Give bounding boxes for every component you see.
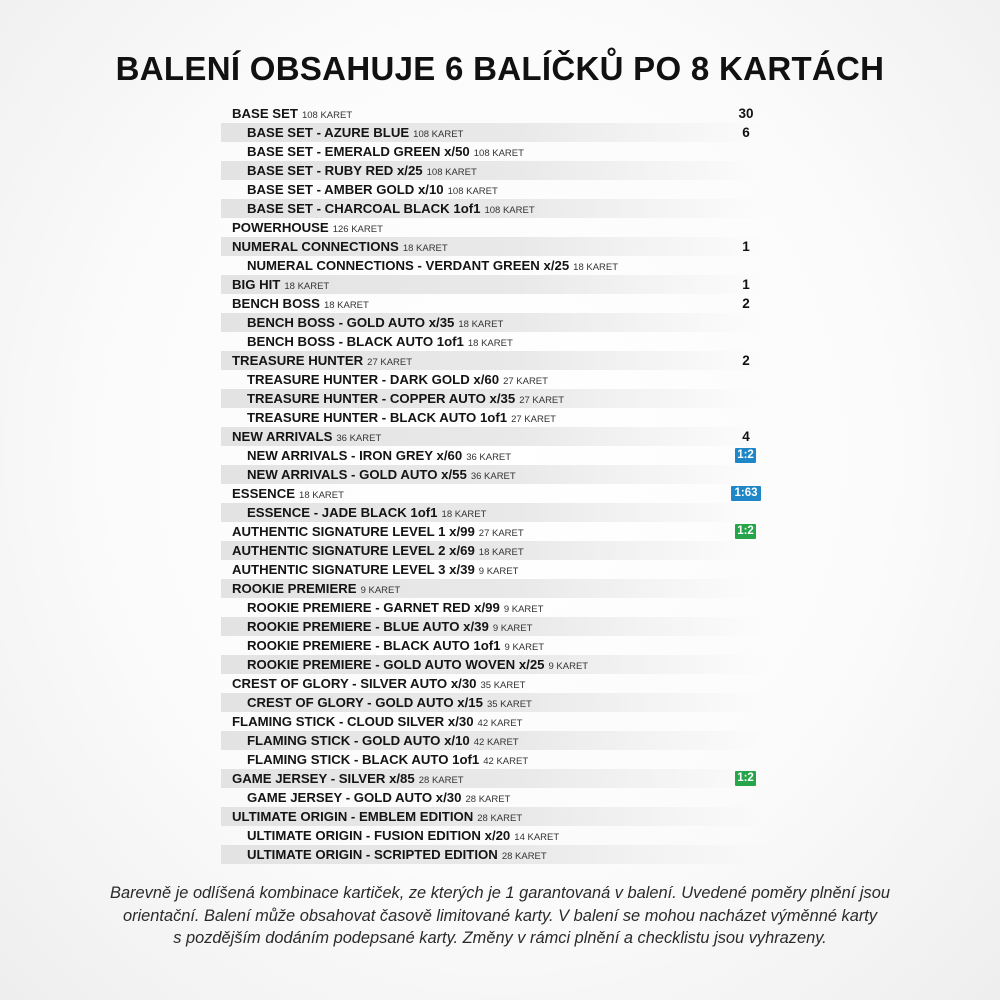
card-count: 35 KARET (486, 699, 532, 710)
table-row (221, 503, 765, 522)
card-count: 18 KARET (441, 509, 487, 520)
insert-name: NEW ARRIVALS - GOLD AUTO x/55 (247, 467, 467, 482)
card-count: 36 KARET (470, 471, 516, 482)
insert-name: FLAMING STICK - BLACK AUTO 1of1 (247, 752, 480, 767)
row-label (221, 276, 329, 293)
card-count: 9 KARET (504, 642, 545, 653)
table-row (221, 484, 765, 503)
insert-name: FLAMING STICK - CLOUD SILVER x/30 (232, 714, 474, 729)
table-row (221, 389, 765, 408)
row-label (221, 295, 369, 312)
table-row (221, 313, 765, 332)
card-count: 18 KARET (299, 490, 344, 501)
table-row (221, 199, 765, 218)
row-label (221, 124, 463, 141)
card-count: 108 KARET (413, 129, 464, 140)
insert-name: NEW ARRIVALS (232, 429, 333, 444)
cards-per-box-value: 2 (742, 353, 750, 368)
row-label (221, 846, 547, 863)
row-label (221, 105, 352, 122)
card-count: 18 KARET (402, 243, 448, 254)
row-label (221, 732, 519, 749)
insert-name: ROOKIE PREMIERE - BLUE AUTO x/39 (247, 619, 489, 634)
card-count: 27 KARET (478, 528, 524, 539)
table-row (221, 332, 765, 351)
cards-per-box-value: 30 (738, 106, 754, 121)
card-count: 28 KARET (501, 851, 547, 862)
table-row (221, 446, 765, 465)
table-row (221, 579, 765, 598)
row-label (221, 200, 535, 217)
card-count: 18 KARET (573, 262, 619, 273)
row-label (221, 580, 400, 597)
insert-name: BENCH BOSS - BLACK AUTO 1of1 (247, 334, 464, 349)
table-row (221, 522, 765, 541)
table-row (221, 655, 765, 674)
table-row (221, 712, 765, 731)
cards-per-box-value: 1 (742, 239, 750, 254)
row-label (221, 371, 548, 388)
card-count: 9 KARET (360, 585, 401, 596)
row-label (221, 352, 412, 369)
table-row (221, 218, 765, 237)
insert-name: ROOKIE PREMIERE (232, 581, 357, 596)
row-label (221, 808, 522, 825)
insert-name: ESSENCE - JADE BLACK 1of1 (247, 505, 438, 520)
insert-name: AUTHENTIC SIGNATURE LEVEL 2 x/69 (232, 543, 475, 558)
card-count: 27 KARET (519, 395, 565, 406)
table-row (221, 237, 765, 256)
card-count: 18 KARET (323, 300, 369, 311)
row-label (221, 428, 381, 445)
card-count: 18 KARET (467, 338, 513, 349)
row-label (221, 219, 383, 236)
card-count: 28 KARET (418, 775, 464, 786)
row-label (221, 770, 464, 787)
row-label (221, 257, 618, 274)
footer-line: Barevně je odlíšená kombinace kartiček, ze kterých je 1 garantovaná v balení. Uvedené poměry plnění jsou (110, 884, 890, 902)
footer-note (60, 882, 940, 950)
insert-name: BASE SET - AMBER GOLD x/10 (247, 182, 444, 197)
checklist-table (221, 104, 765, 864)
row-label (221, 599, 543, 616)
insert-name: TREASURE HUNTER - DARK GOLD x/60 (247, 372, 500, 387)
row-label (221, 656, 588, 673)
card-count: 9 KARET (478, 566, 519, 577)
insert-name: BIG HIT (232, 277, 281, 292)
table-row (221, 351, 765, 370)
card-count: 27 KARET (511, 414, 556, 425)
table-row (221, 294, 765, 313)
odds-badge: 1:63 (731, 486, 761, 501)
insert-name: BASE SET - CHARCOAL BLACK 1of1 (247, 201, 481, 216)
row-label (221, 466, 516, 483)
row-label (221, 409, 556, 426)
insert-name: BENCH BOSS - GOLD AUTO x/35 (247, 315, 455, 330)
table-row (221, 275, 765, 294)
row-label (221, 542, 524, 559)
cards-per-box-value: 6 (742, 125, 750, 140)
row-label (221, 675, 525, 692)
card-count: 18 KARET (458, 319, 504, 330)
card-count: 9 KARET (492, 623, 533, 634)
card-count: 108 KARET (301, 110, 353, 121)
table-row (221, 427, 765, 446)
card-count: 42 KARET (483, 756, 529, 767)
card-count: 108 KARET (447, 186, 498, 197)
card-count: 27 KARET (503, 376, 548, 387)
odds-badge: 1:2 (735, 524, 756, 539)
card-count: 42 KARET (473, 737, 519, 748)
insert-name: POWERHOUSE (232, 220, 329, 235)
table-row (221, 370, 765, 389)
row-label (221, 485, 344, 502)
insert-name: NEW ARRIVALS - IRON GREY x/60 (247, 448, 463, 463)
row-label (221, 789, 510, 806)
insert-name: CREST OF GLORY - GOLD AUTO x/15 (247, 695, 483, 710)
table-row (221, 104, 765, 123)
card-count: 108 KARET (426, 167, 477, 178)
table-row (221, 674, 765, 693)
row-label (221, 181, 498, 198)
cards-per-box-value: 1 (742, 277, 750, 292)
table-row (221, 180, 765, 199)
row-label (221, 162, 477, 179)
table-row (221, 617, 765, 636)
row-label (221, 637, 544, 654)
cards-per-box-value: 2 (742, 296, 750, 311)
table-row (221, 123, 765, 142)
page-title: BALENÍ OBSAHUJE 6 BALÍČKŮ PO 8 KARTÁCH (115, 50, 885, 87)
card-count: 9 KARET (548, 661, 589, 672)
insert-name: FLAMING STICK - GOLD AUTO x/10 (247, 733, 470, 748)
card-count: 35 KARET (480, 680, 526, 691)
insert-name: ULTIMATE ORIGIN - SCRIPTED EDITION (247, 847, 498, 862)
table-row (221, 845, 765, 864)
insert-name: BASE SET - AZURE BLUE (247, 125, 410, 140)
insert-name: TREASURE HUNTER - COPPER AUTO x/35 (247, 391, 516, 406)
insert-name: CREST OF GLORY - SILVER AUTO x/30 (232, 676, 477, 691)
table-row (221, 408, 765, 427)
card-count: 14 KARET (514, 832, 560, 843)
row-label (221, 390, 564, 407)
footer-line: s pozdějším dodáním podepsané karty. Změny v rámci plnění a checklistu jsou vyhrazeny. (173, 929, 827, 947)
card-count: 108 KARET (484, 205, 535, 216)
cards-per-box-value: 4 (742, 429, 750, 444)
table-row (221, 693, 765, 712)
table-row (221, 636, 765, 655)
insert-name: AUTHENTIC SIGNATURE LEVEL 1 x/99 (232, 524, 475, 539)
insert-name: BENCH BOSS (232, 296, 320, 311)
footer-line: orientační. Balení může obsahovat časově limitované karty. V balení se mohou nacházet výměnné karty (122, 906, 878, 925)
insert-name: GAME JERSEY - GOLD AUTO x/30 (247, 790, 462, 805)
insert-name: TREASURE HUNTER (232, 353, 364, 368)
table-row (221, 788, 765, 807)
table-row (221, 560, 765, 579)
insert-name: ROOKIE PREMIERE - GARNET RED x/99 (247, 600, 500, 615)
table-row (221, 256, 765, 275)
row-label (221, 238, 448, 255)
card-count: 28 KARET (477, 813, 523, 824)
row-label (221, 751, 528, 768)
table-row (221, 598, 765, 617)
row-label (221, 713, 522, 730)
card-count: 27 KARET (367, 357, 413, 368)
row-label (221, 504, 486, 521)
insert-name: ULTIMATE ORIGIN - FUSION EDITION x/20 (247, 828, 511, 843)
table-row (221, 161, 765, 180)
insert-name: ULTIMATE ORIGIN - EMBLEM EDITION (232, 809, 474, 824)
insert-name: NUMERAL CONNECTIONS (232, 239, 399, 254)
row-label (221, 143, 524, 160)
row-label (221, 827, 559, 844)
card-count: 18 KARET (284, 281, 330, 292)
odds-badge: 1:2 (735, 771, 756, 786)
table-row (221, 142, 765, 161)
row-label (221, 314, 503, 331)
odds-badge: 1:2 (735, 448, 756, 463)
insert-name: TREASURE HUNTER - BLACK AUTO 1of1 (247, 410, 508, 425)
insert-name: GAME JERSEY - SILVER x/85 (232, 771, 415, 786)
table-row (221, 826, 765, 845)
card-count: 28 KARET (465, 794, 511, 805)
table-row (221, 807, 765, 826)
insert-name: ROOKIE PREMIERE - GOLD AUTO WOVEN x/25 (247, 657, 545, 672)
card-count: 9 KARET (503, 604, 544, 615)
insert-name: ROOKIE PREMIERE - BLACK AUTO 1of1 (247, 638, 501, 653)
insert-name: BASE SET - RUBY RED x/25 (247, 163, 423, 178)
table-row (221, 541, 765, 560)
table-row (221, 465, 765, 484)
card-count: 108 KARET (473, 148, 524, 159)
insert-name: BASE SET - EMERALD GREEN x/50 (247, 144, 470, 159)
card-count: 18 KARET (478, 547, 524, 558)
insert-name: BASE SET (232, 106, 298, 121)
insert-name: AUTHENTIC SIGNATURE LEVEL 3 x/39 (232, 562, 475, 577)
row-label (221, 523, 524, 540)
insert-name: ESSENCE (232, 486, 296, 501)
table-row (221, 750, 765, 769)
insert-name: NUMERAL CONNECTIONS - VERDANT GREEN x/25 (247, 258, 570, 273)
row-label (221, 618, 532, 635)
card-count: 36 KARET (336, 433, 382, 444)
row-label (221, 694, 532, 711)
row-label (221, 561, 518, 578)
row-label (221, 447, 511, 464)
table-row (221, 731, 765, 750)
table-row (221, 769, 765, 788)
card-count: 42 KARET (477, 718, 523, 729)
row-label (221, 333, 513, 350)
card-count: 36 KARET (466, 452, 512, 463)
card-count: 126 KARET (332, 224, 383, 235)
